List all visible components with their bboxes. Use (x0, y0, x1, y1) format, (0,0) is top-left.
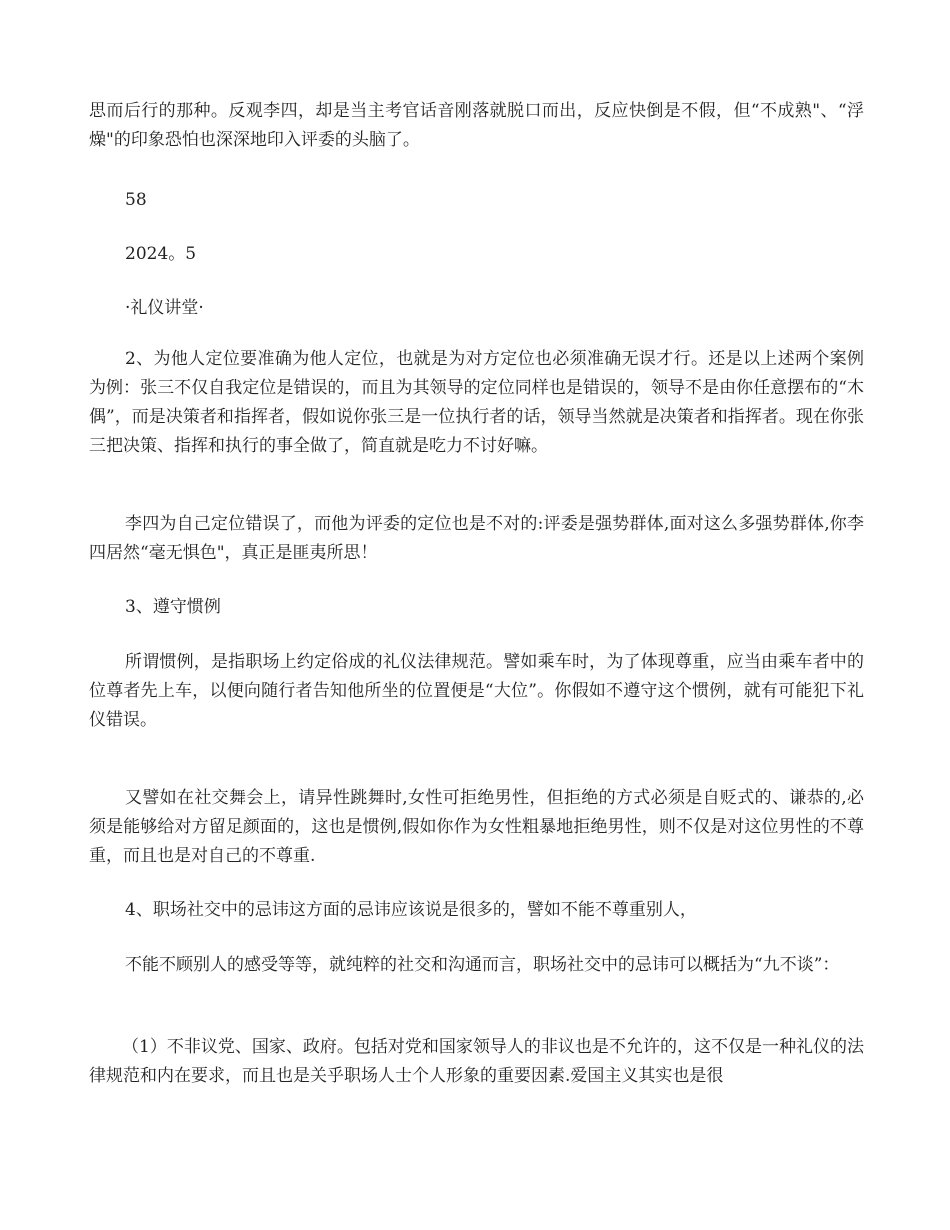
paragraph-nine-taboos: 不能不顾别人的感受等等，就纯粹的社交和沟通而言，职场社交中的忌讳可以概括为“九不谈”： (125, 955, 840, 975)
paragraph-positioning-others: 2、为他人定位要准确为他人定位，也就是为对方定位也必须准确无误才行。还是以上述两个案例为例：张三不仅自我定位是错误的，而且为其领导的定位同样也是错误的，领导不是由你任意摆布的“木偶”，而是决策者和指挥者，假如说你张三是一位执行者的话，领导当然就是决策者和指挥者。现在你张三把决策、指挥和执行的事全做了，简直就是吃力不讨好嘛。 (89, 349, 864, 456)
paragraph-continuation: 思而后行的那种。反观李四，却是当主考官话音刚落就脱口而出，反应快倒是不假，但“不成熟"、“浮燥"的印象恐怕也深深地印入评委的头脑了。 (89, 101, 864, 150)
section-tag: ·礼仪讲堂· (125, 298, 204, 318)
paragraph-taboo-1: （1）不非议党、国家、政府。包括对党和国家领导人的非议也是不允许的，这不仅是一种礼仪的法律规范和内在要求，而且也是关乎职场人士个人形象的重要因素.爱国主义其实也是很 (89, 1037, 864, 1086)
paragraph-lisi-judges: 李四为自己定位错误了，而他为评委的定位也是不对的:评委是强势群体,面对这么多强势群体,你李四居然“毫无惧色"，真正是匪夷所思！ (89, 514, 864, 563)
paragraph-taboos-heading: 4、职场社交中的忌讳这方面的忌讳应该说是很多的，譬如不能不尊重别人， (125, 900, 697, 920)
paragraph-dance-example: 又譬如在社交舞会上，请异性跳舞时,女性可拒绝男性，但拒绝的方式必须是自贬式的、谦恭的,必须是能够给对方留足颜面的，这也是惯例,假如你作为女性粗暴地拒绝男性，则不仅是对这位男性的不尊重，而且也是对自己的不尊重. (89, 788, 864, 866)
paragraph-convention-definition: 所谓惯例，是指职场上约定俗成的礼仪法律规范。譬如乘车时，为了体现尊重，应当由乘车者中的位尊者先上车，以便向随行者告知他所坐的位置便是“大位”。你假如不遵守这个惯例，就有可能犯下礼仪错误。 (89, 652, 864, 730)
issue-date: 2024。5 (125, 244, 197, 264)
page-number: 58 (125, 190, 147, 210)
heading-follow-convention: 3、遵守惯例 (125, 597, 221, 617)
